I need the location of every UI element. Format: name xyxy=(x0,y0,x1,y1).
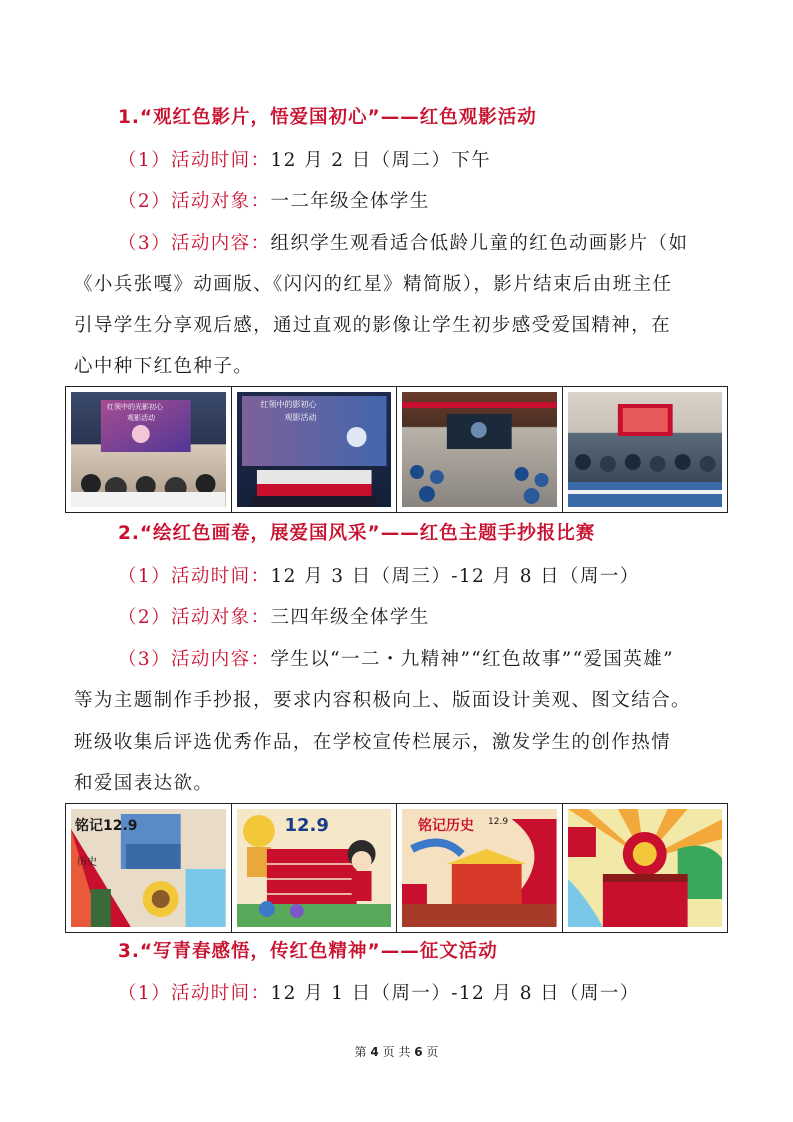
screening-photo-3 xyxy=(402,392,557,507)
section-2-time xyxy=(118,565,768,589)
screen-subtitle: 观影活动 xyxy=(284,413,317,422)
section-3-time xyxy=(118,982,768,1006)
content-line: 引导学生分享观后感，通过直观的影像让学生初步感受爱国精神，在 xyxy=(74,315,672,336)
time-label: （1）活动时间： xyxy=(118,566,271,587)
photo-cell xyxy=(397,804,563,932)
photo-cell xyxy=(66,387,232,512)
screen-title: 红领中的光影初心 xyxy=(107,403,163,411)
photo-cell xyxy=(563,387,728,512)
section-1-target xyxy=(118,190,768,214)
poster-photo-2 xyxy=(237,809,392,927)
photo-cell xyxy=(232,387,398,512)
time-label: （1）活动时间： xyxy=(118,150,271,171)
poster-photo-1 xyxy=(71,809,226,927)
content-line: 心中种下红色种子。 xyxy=(74,356,254,377)
content-line: 班级收集后评选优秀作品，在学校宣传栏展示，激发学生的创作热情 xyxy=(74,732,672,753)
poster-title: 铭记12.9 xyxy=(75,818,138,834)
photo-cell xyxy=(563,804,728,932)
section-2-content xyxy=(118,648,768,672)
content-label: （3）活动内容： xyxy=(118,649,271,670)
footer-page-number: 4 xyxy=(370,1045,379,1059)
section-2-target xyxy=(118,606,768,630)
section-1-content xyxy=(118,232,768,256)
content-line: 组织学生观看适合低龄儿童的红色动画影片（如 xyxy=(270,233,689,254)
poster-title: 12.9 xyxy=(284,815,329,836)
photo-cell xyxy=(397,387,563,512)
screen-subtitle: 观影活动 xyxy=(127,414,155,422)
poster-photo-3 xyxy=(402,809,557,927)
section-2-heading: 2.“绘红色画卷，展爱国风采”——红色主题手抄报比赛 xyxy=(118,523,596,544)
photo-row-screening xyxy=(65,386,728,513)
time-value: 12 月 2 日（周二）下午 xyxy=(270,150,492,171)
photo-cell xyxy=(232,804,398,932)
photo-cell xyxy=(66,804,232,932)
target-value: 三四年级全体学生 xyxy=(270,607,430,628)
section-3-heading: 3.“写青春感悟，传红色精神”——征文活动 xyxy=(118,941,498,962)
screen-title: 红领中的影初心 xyxy=(260,400,317,409)
page-footer xyxy=(0,1043,793,1060)
photo-row-posters xyxy=(65,803,728,933)
section-1-heading: 1.“观红色影片，悟爱国初心”——红色观影活动 xyxy=(118,107,537,128)
content-label: （3）活动内容： xyxy=(118,233,271,254)
footer-mid: 页 共 xyxy=(382,1045,411,1059)
content-line: 《小兵张嘎》动画版、《闪闪的红星》精简版），影片结束后由班主任 xyxy=(74,274,673,295)
content-line: 学生以“一二・九精神”“红色故事”“爱国英雄” xyxy=(270,649,674,670)
content-line: 和爱国表达欲。 xyxy=(74,773,214,794)
content-line: 等为主题制作手抄报，要求内容积极向上、版面设计美观、图文结合。 xyxy=(74,690,691,711)
screening-photo-1 xyxy=(71,392,226,507)
screening-photo-4 xyxy=(568,392,723,507)
time-label: （1）活动时间： xyxy=(118,983,271,1004)
poster-subtitle: 历史 xyxy=(77,857,97,868)
target-label: （2）活动对象： xyxy=(118,607,271,628)
target-label: （2）活动对象： xyxy=(118,191,271,212)
poster-title: 铭记历史 xyxy=(418,818,474,834)
section-1-time xyxy=(118,149,768,173)
target-value: 一二年级全体学生 xyxy=(270,191,430,212)
screening-photo-2 xyxy=(237,392,392,507)
poster-subtitle: 12.9 xyxy=(488,817,509,827)
time-value: 12 月 3 日（周三）-12 月 8 日（周一） xyxy=(270,566,640,587)
footer-total-pages: 6 xyxy=(414,1045,423,1059)
time-value: 12 月 1 日（周一）-12 月 8 日（周一） xyxy=(270,983,640,1004)
footer-prefix: 第 xyxy=(354,1045,367,1059)
footer-suffix: 页 xyxy=(426,1045,439,1059)
poster-photo-4 xyxy=(568,809,723,927)
